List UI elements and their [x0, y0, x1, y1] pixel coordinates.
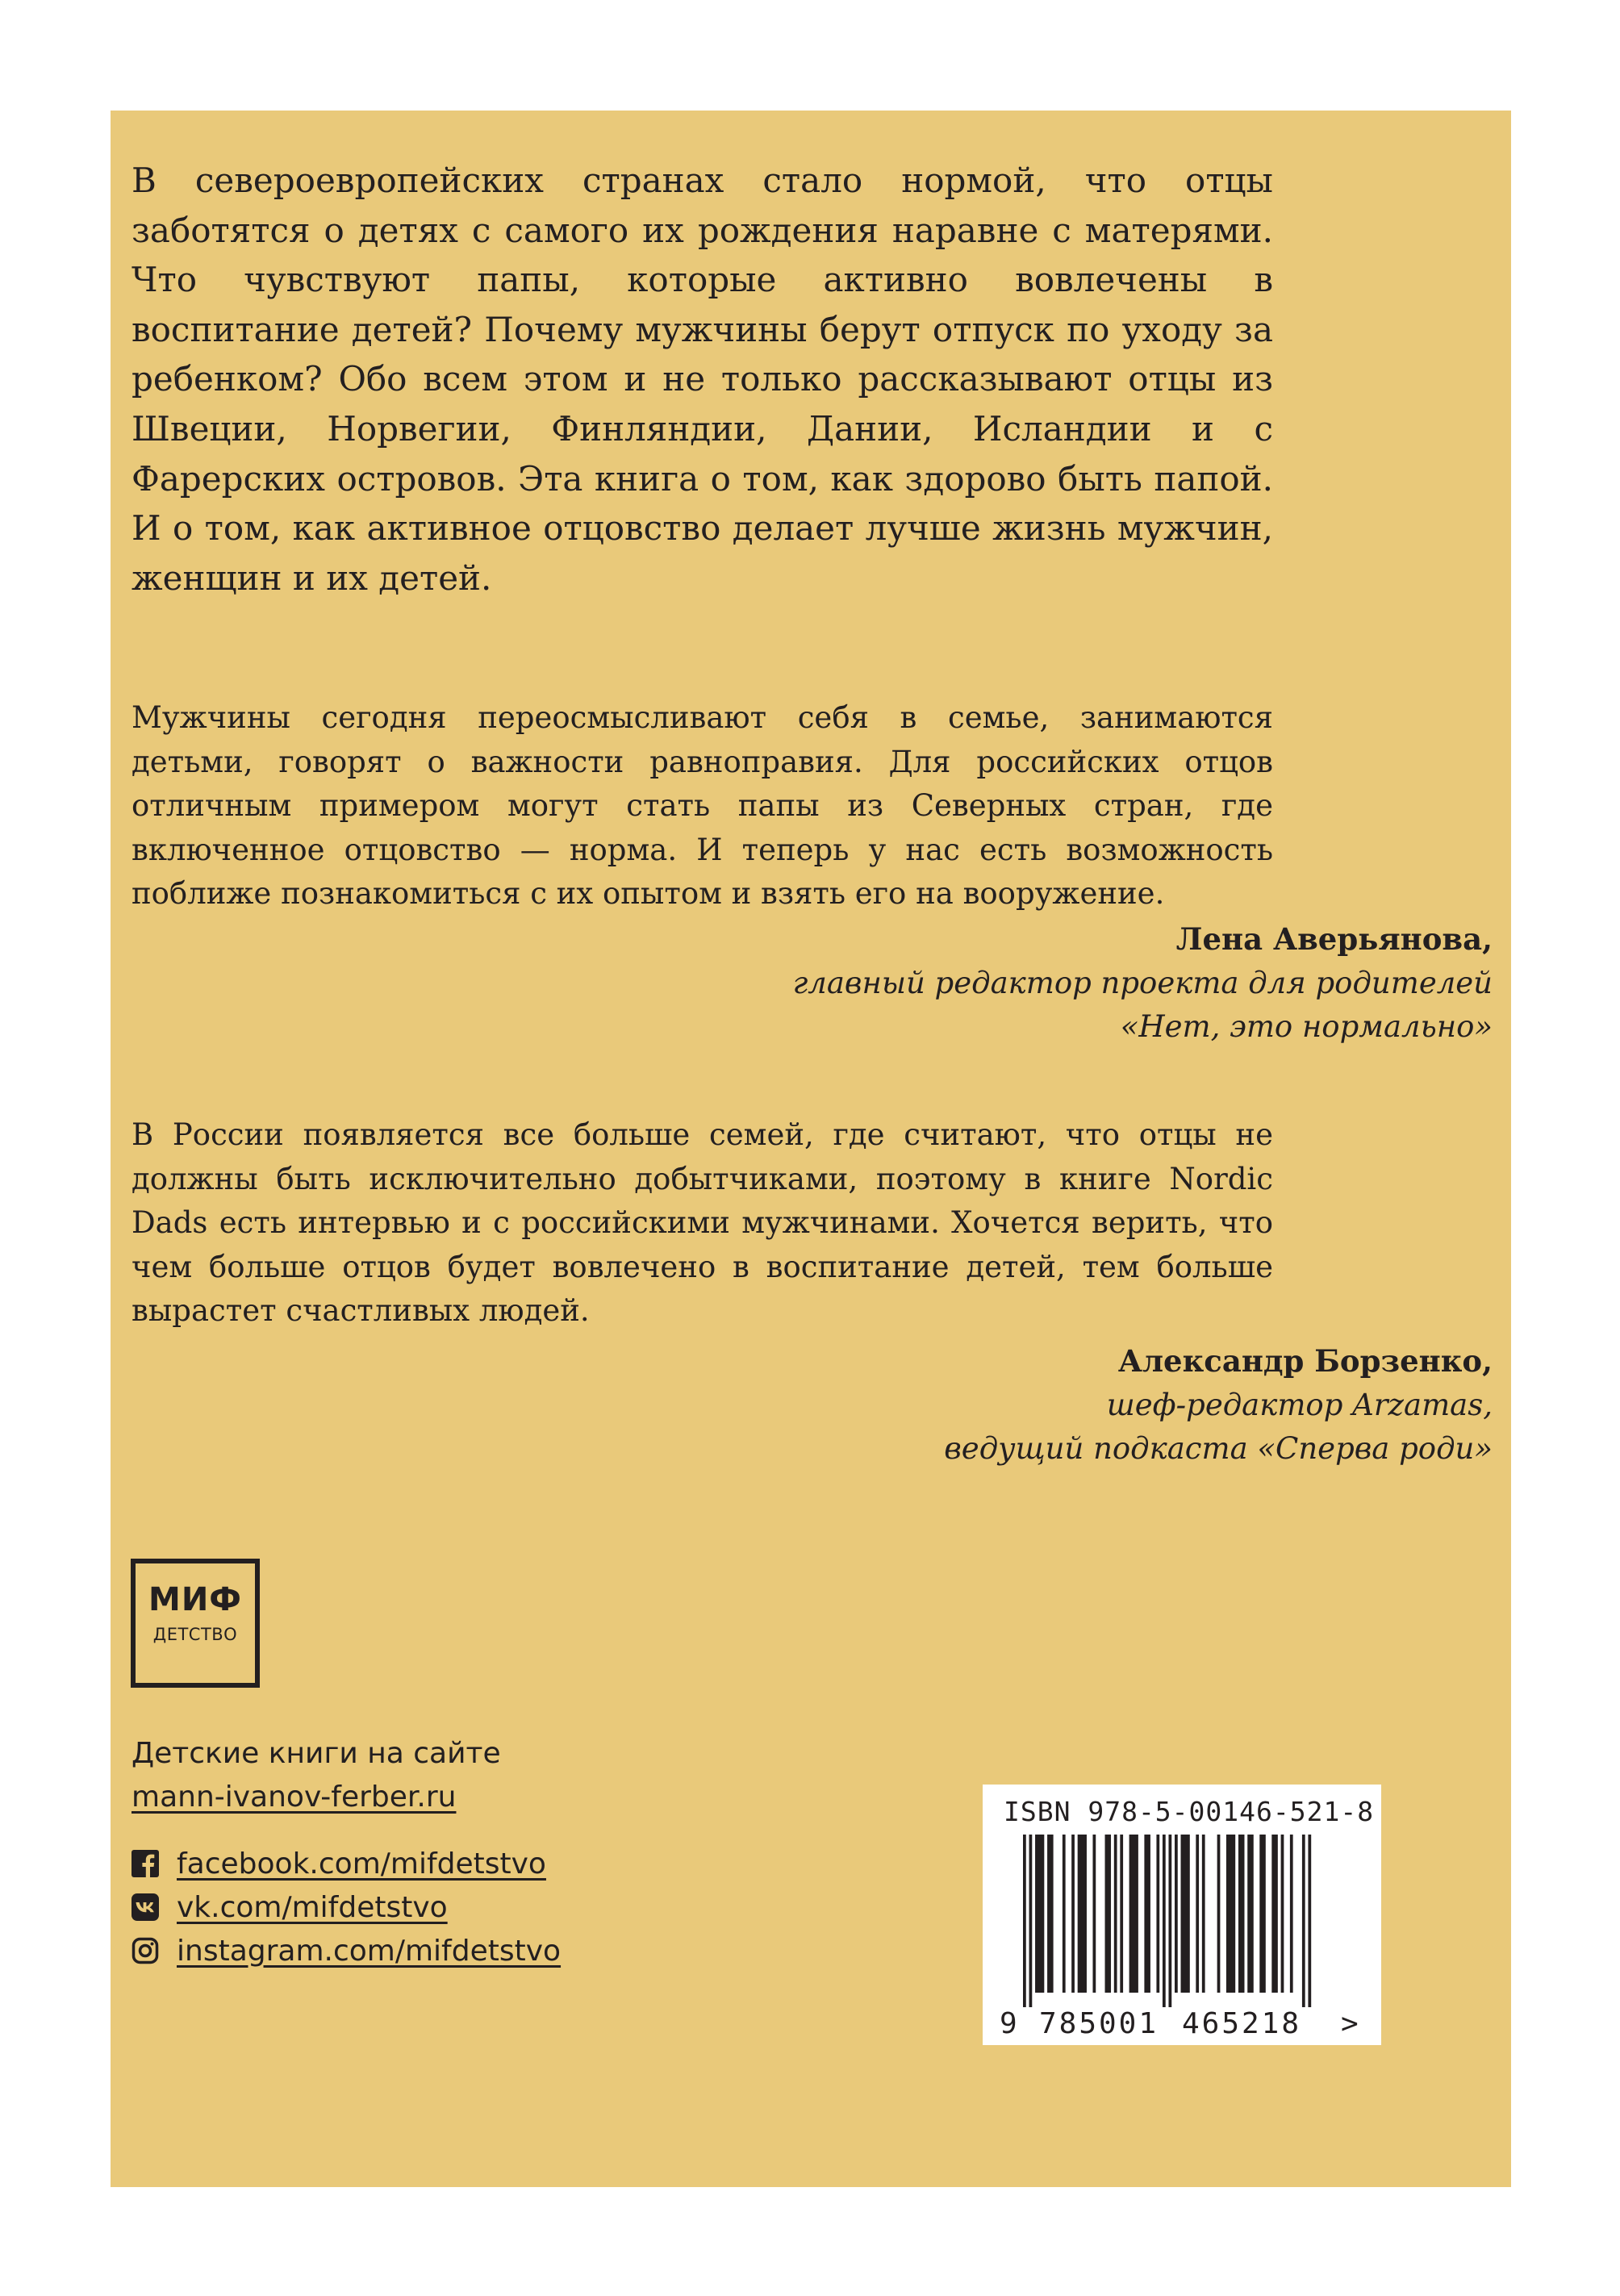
barcode-bar: [1308, 1835, 1311, 2007]
reviewer-name-2: Александр Борзенко,: [1117, 1343, 1493, 1379]
barcode-bar: [1281, 1835, 1284, 1993]
barcode-bar: [1196, 1835, 1199, 1993]
vk-icon: [132, 1893, 159, 1921]
barcode-bar: [1023, 1835, 1026, 2007]
isbn-barcode: [983, 1785, 1381, 2045]
review-quote-2: В России появляется все больше семей, где считают, что отцы не должны быть исключительно добытчиками, поэтому в книге Nordic Dads есть интервью и с российскими мужчинами. Хочется верить, что чем больше отцов будет вовлечено в воспитание детей, тем больше вырастет счастливых людей.: [132, 1117, 1273, 1329]
barcode-bar: [1226, 1835, 1235, 1993]
barcode-bar: [1290, 1835, 1293, 1993]
barcode-bar: [1029, 1835, 1033, 2007]
barcode-bar: [1163, 1835, 1166, 2007]
barcode-bars: [1023, 1835, 1311, 2007]
barcode-bar: [1129, 1835, 1138, 1993]
barcode-bar: [1047, 1835, 1054, 1993]
publisher-logo: [131, 1559, 260, 1688]
barcode-graphic: [999, 1835, 1363, 2039]
barcode-bar: [1078, 1835, 1087, 1993]
barcode-bar: [1071, 1835, 1075, 1993]
reviewer-role-1-line-2: «Нет, это нормально»: [1120, 1009, 1493, 1045]
logo-main-text: МИФ: [148, 1581, 242, 1618]
social-link-vk-text: vk.com/mifdetstvo: [177, 1890, 448, 1924]
facebook-icon: [132, 1850, 159, 1877]
barcode-bar: [1114, 1835, 1117, 1993]
barcode-bar: [1271, 1835, 1278, 1993]
reviewer-role-2-line-2: ведущий подкаста «Сперва роди»: [944, 1431, 1493, 1467]
site-link[interactable]: mann-ivanov-ferber.ru: [132, 1780, 457, 1814]
site-caption: Детские книги на сайте: [132, 1737, 501, 1770]
social-link-instagram-text: instagram.com/mifdetstvo: [177, 1934, 562, 1968]
reviewer-name-1: Лена Аверьянова,: [1175, 921, 1493, 957]
review-attribution-2: [686, 1339, 1493, 1472]
barcode-bar: [1175, 1835, 1178, 1993]
barcode-quiet-mark: >: [1341, 2007, 1359, 2039]
social-link-instagram[interactable]: [132, 1933, 561, 1968]
instagram-icon: [132, 1937, 159, 1964]
barcode-left-digits: 785001: [1038, 2007, 1159, 2039]
barcode-bar: [1302, 1835, 1305, 2007]
reviewer-role-2-line-1: шеф-редактор Arzamas,: [1106, 1387, 1493, 1422]
barcode-bar: [1105, 1835, 1112, 1993]
review-attribution-1: [686, 917, 1493, 1050]
barcode-bar: [1202, 1835, 1205, 1993]
social-link-vk[interactable]: [132, 1889, 448, 1925]
barcode-bar: [1247, 1835, 1254, 1993]
social-link-facebook[interactable]: [132, 1846, 546, 1881]
barcode-bar: [1156, 1835, 1159, 1993]
barcode-right-digits: 465218: [1181, 2007, 1302, 2039]
barcode-bar: [1035, 1835, 1044, 1993]
book-description: В североевропейских странах стало нормой, что отцы заботятся о детях с самого их рождения наравне с матерями. Что чувствуют папы, которые активно вовлечены в воспитание детей? Почему мужчины берут отпуск по уходу за ребенком? Обо всем этом и не только рассказывают отцы из Швеции, Норвегии, Финляндии, Дании, Исландии и с Фарерских островов. Эта книга о том, как здорово быть папой. И о том, как активное отцовство делает лучше жизнь мужчин, женщин и их детей.: [132, 161, 1273, 598]
logo-sub-text: ДЕТСТВО: [152, 1625, 238, 1644]
barcode-bar: [1120, 1835, 1123, 1993]
barcode-bar: [1144, 1835, 1150, 1993]
barcode-bar: [1063, 1835, 1066, 1993]
isbn-label: ISBN 978-5-00146-521-8: [1004, 1796, 1375, 1827]
review-quote-1: Мужчины сегодня переосмысливают себя в семье, занимаются детьми, говорят о важности равноправия. Для российских отцов отличным примером могут стать папы из Северных стран, где включенное отцовство — норма. И теперь у нас есть возможность поближе познакомиться с их опытом и взять его на вооружение.: [132, 700, 1273, 912]
barcode-bar: [1092, 1835, 1096, 1993]
barcode-bar: [1181, 1835, 1190, 1993]
reviewer-role-1-line-1: главный редактор проекта для родителей: [792, 965, 1493, 1000]
barcode-bar: [1168, 1835, 1171, 2007]
barcode-bar: [1217, 1835, 1221, 1993]
barcode-lead-digit: 9: [1000, 2007, 1017, 2039]
barcode-bar: [1238, 1835, 1245, 1993]
social-link-facebook-text: facebook.com/mifdetstvo: [177, 1847, 546, 1881]
barcode-bar: [1259, 1835, 1266, 1993]
